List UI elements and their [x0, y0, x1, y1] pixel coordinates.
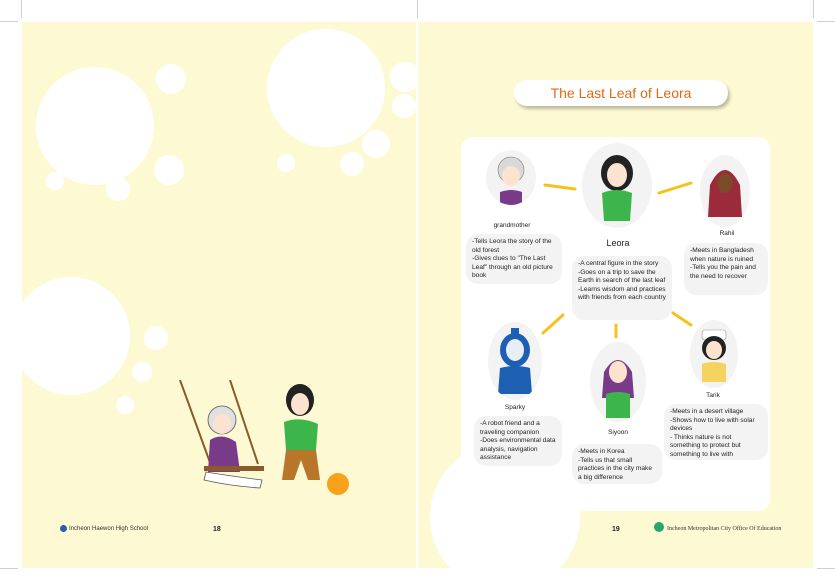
page-number-right: 19 — [612, 526, 620, 533]
footer-org: Incheon Metropolitan City Office Of Education — [667, 526, 782, 532]
school-logo-icon — [60, 525, 67, 532]
grandmother-description: -Tells Leora the story of the old forest -Gives clues to "The Last Leaf" through an old picture book — [466, 234, 562, 284]
swing-illustration — [170, 380, 360, 500]
grandmother-avatar — [486, 150, 536, 205]
page-title: The Last Leaf of Leora — [514, 80, 728, 106]
education-office-logo-icon — [654, 522, 664, 532]
rahil-name: Rahil — [719, 230, 735, 237]
sparky-avatar — [488, 322, 542, 400]
leora-description: -A central figure in the story -Goes on a trip to save the Earth in search of the last leaf -Learns wisdom and practices with friends from each country — [572, 256, 672, 320]
crop-mark — [0, 21, 18, 22]
crop-mark — [817, 21, 835, 22]
crop-mark — [21, 0, 22, 18]
rahil-avatar — [700, 155, 750, 227]
sparky-description: -A robot friend and a traveling companion -Does environmental data analysis, navigation assistance — [474, 416, 562, 466]
sparky-name: Sparky — [504, 404, 526, 411]
crop-mark — [0, 568, 18, 569]
crop-mark — [813, 0, 814, 18]
siyoon-description: -Meets in Korea -Tells us that small practices in the city make a big difference — [572, 444, 662, 484]
grandmother-name: grandmother — [493, 222, 531, 229]
tarik-avatar — [690, 320, 738, 388]
leora-name: Leora — [606, 238, 630, 248]
crop-mark — [417, 0, 418, 18]
tarik-name: Tarik — [706, 392, 720, 399]
leora-avatar — [582, 143, 652, 228]
page-number-left: 18 — [213, 526, 221, 533]
rahil-description: -Meets in Bangladesh when nature is ruined -Tells you the pain and the need to recover — [684, 243, 768, 295]
crop-mark — [817, 568, 835, 569]
siyoon-avatar — [590, 342, 646, 422]
siyoon-name: Siyoon — [608, 429, 628, 436]
footer-school: Incheon Haewon High School — [69, 526, 149, 532]
tarik-description: -Meets in a desert village -Shows how to live with solar devices - Thinks nature is not something to protect but something to live with — [664, 404, 768, 460]
